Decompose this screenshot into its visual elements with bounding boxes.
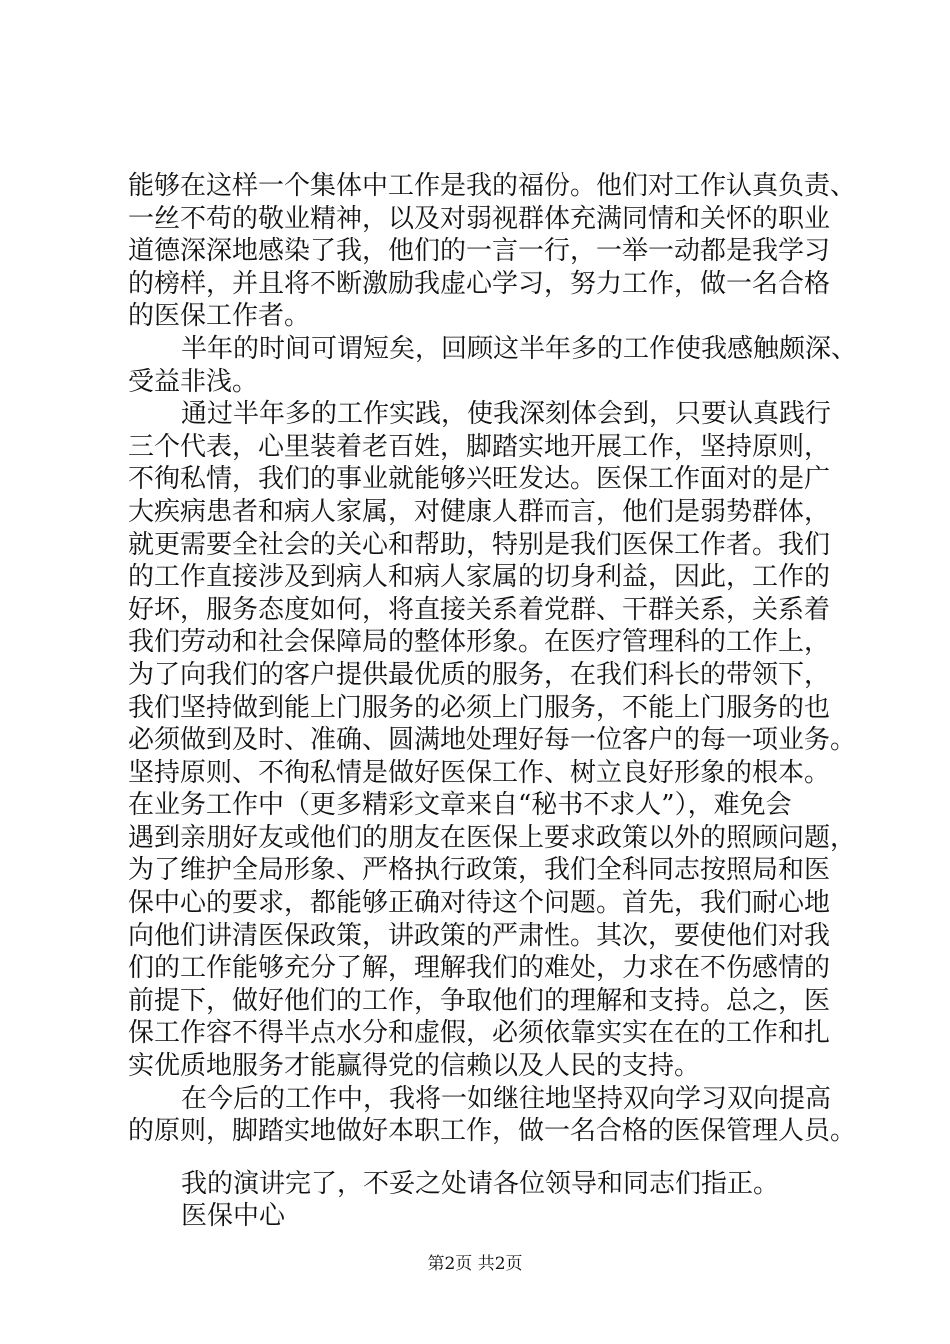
text-line: 就更需要全社会的关心和帮助，特别是我们医保工作者。我们	[128, 529, 831, 560]
text-line: 一丝不苟的敬业精神，以及对弱视群体充满同情和关怀的职业	[128, 203, 831, 234]
page-number-footer: 第2页 共2页	[427, 1254, 523, 1274]
text-line: 必须做到及时、准确、圆满地处理好每一位客户的每一项业务。	[128, 725, 857, 756]
text-line: 好坏，服务态度如何，将直接关系着党群、干群关系，关系着	[128, 594, 831, 625]
text-line: 我们坚持做到能上门服务的必须上门服务，不能上门服务的也	[128, 692, 831, 723]
text-line: 为了维护全局形象、严格执行政策，我们全科同志按照局和医	[128, 855, 831, 886]
text-line: 保中心的要求，都能够正确对待这个问题。首先，我们耐心地	[128, 888, 831, 919]
closing-line: 我的演讲完了，不妥之处请各位领导和同志们指正。	[181, 1168, 780, 1199]
text-line: 保工作容不得半点水分和虚假，必须依靠实实在在的工作和扎	[128, 1018, 831, 1049]
text-line: 的原则，脚踏实地做好本职工作，做一名合格的医保管理人员。	[128, 1116, 857, 1147]
text-line: 实优质地服务才能赢得党的信赖以及人民的支持。	[128, 1051, 701, 1082]
paragraph-start-line: 通过半年多的工作实践，使我深刻体会到，只要认真践行	[181, 399, 832, 430]
text-line: 三个代表，心里装着老百姓，脚踏实地开展工作，坚持原则，	[128, 431, 831, 462]
text-line: 遇到亲朋好友或他们的朋友在医保上要求政策以外的照顾问题，	[128, 822, 857, 853]
text-line: 大疾病患者和病人家属，对健康人群而言，他们是弱势群体，	[128, 496, 831, 527]
text-line: 向他们讲清医保政策，讲政策的严肃性。其次，要使他们对我	[128, 920, 831, 951]
text-line: 前提下，做好他们的工作，争取他们的理解和支持。总之，医	[128, 985, 831, 1016]
text-line: 能够在这样一个集体中工作是我的福份。他们对工作认真负责、	[128, 171, 857, 201]
text-line: 的榜样，并且将不断激励我虚心学习，努力工作，做一名合格	[128, 268, 831, 299]
paragraph-gap	[128, 1148, 838, 1168]
text-line: 不徇私情，我们的事业就能够兴旺发达。医保工作面对的是广	[128, 464, 831, 495]
text-line: 的医保工作者。	[128, 301, 311, 332]
paragraph-start-line: 半年的时间可谓短矣，回顾这半年多的工作使我感触颇深、	[181, 333, 858, 364]
text-line: 道德深深地感染了我，他们的一言一行，一举一动都是我学习	[128, 236, 831, 267]
text-line: 坚持原则、不徇私情是做好医保工作、树立良好形象的根本。	[128, 757, 831, 788]
text-line: 我们劳动和社会保障局的整体形象。在医疗管理科的工作上，	[128, 627, 831, 658]
text-line: 的工作直接涉及到病人和病人家属的切身利益，因此，工作的	[128, 562, 831, 593]
signature-line: 医保中心	[181, 1201, 286, 1232]
text-line: 们的工作能够充分了解，理解我们的难处，力求在不伤感情的	[128, 953, 831, 984]
speech-body	[128, 170, 858, 1233]
text-line: 在业务工作中（更多精彩文章来自“秘书不求人”），难免会	[128, 790, 792, 821]
paragraph-start-line: 在今后的工作中，我将一如继往地坚持双向学习双向提高	[181, 1083, 832, 1114]
text-line: 为了向我们的客户提供最优质的服务，在我们科长的带领下，	[128, 659, 831, 690]
text-line: 受益非浅。	[128, 366, 259, 397]
